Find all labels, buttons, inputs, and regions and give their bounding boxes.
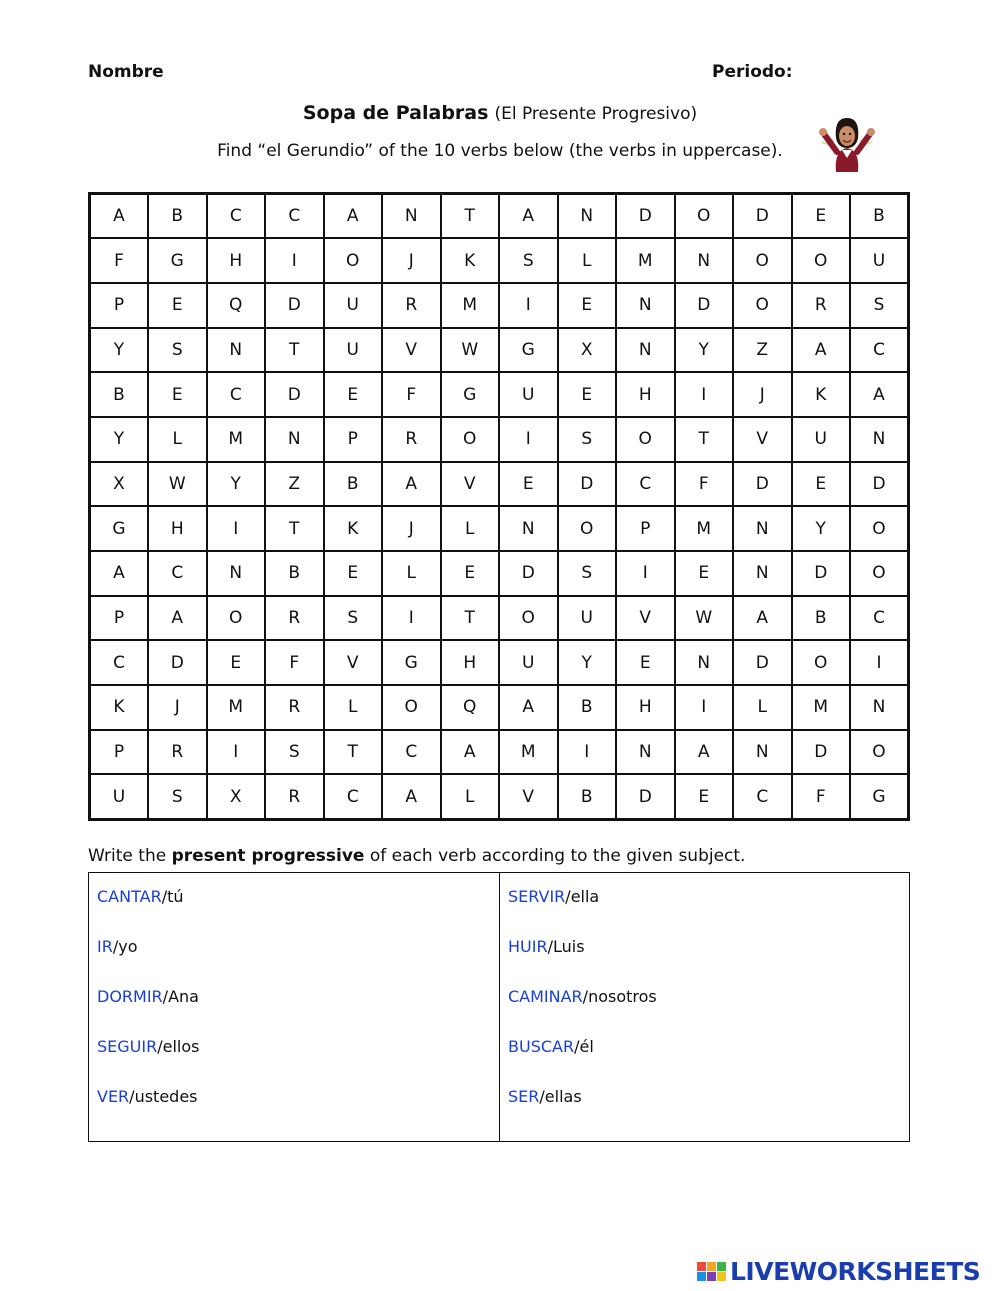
grid-cell[interactable]: D xyxy=(733,462,792,507)
grid-cell[interactable]: Z xyxy=(733,328,792,373)
grid-cell[interactable]: N xyxy=(733,551,792,596)
grid-cell[interactable]: B xyxy=(558,774,617,819)
grid-cell[interactable]: O xyxy=(733,283,792,328)
grid-cell[interactable]: G xyxy=(441,372,500,417)
grid-row xyxy=(90,640,909,685)
name-label: Nombre xyxy=(88,62,164,82)
grid-cell[interactable]: A xyxy=(382,462,441,507)
verb-item xyxy=(508,987,657,1037)
grid-cell[interactable]: E xyxy=(324,551,383,596)
period-label: Periodo: xyxy=(712,62,793,82)
grid-cell[interactable]: D xyxy=(733,640,792,685)
task-suffix: of each verb according to the given subject. xyxy=(364,846,746,866)
grid-row xyxy=(90,328,909,373)
grid-cell[interactable]: W xyxy=(441,328,500,373)
verb-subject: /Luis xyxy=(547,937,585,956)
grid-cell[interactable]: U xyxy=(792,417,851,462)
grid-cell[interactable]: C xyxy=(616,462,675,507)
grid-cell[interactable]: O xyxy=(499,596,558,641)
grid-cell[interactable]: L xyxy=(558,238,617,283)
grid-cell[interactable]: P xyxy=(616,506,675,551)
logo-block xyxy=(697,1272,706,1281)
grid-cell[interactable]: Z xyxy=(265,462,324,507)
grid-cell[interactable]: O xyxy=(850,506,909,551)
grid-cell[interactable]: D xyxy=(616,194,675,239)
grid-cell[interactable]: F xyxy=(90,238,149,283)
grid-cell[interactable]: O xyxy=(850,730,909,775)
verb-item xyxy=(97,887,199,937)
grid-cell[interactable]: E xyxy=(558,372,617,417)
grid-cell[interactable]: O xyxy=(792,238,851,283)
grid-cell[interactable]: A xyxy=(441,730,500,775)
verb-item xyxy=(508,1087,657,1137)
grid-cell[interactable]: D xyxy=(499,551,558,596)
grid-cell[interactable]: O xyxy=(733,238,792,283)
grid-cell[interactable]: L xyxy=(324,685,383,730)
grid-cell[interactable]: V xyxy=(382,328,441,373)
logo-text: LIVEWORKSHEETS xyxy=(730,1256,981,1286)
grid-cell[interactable]: S xyxy=(324,596,383,641)
grid-cell[interactable]: F xyxy=(675,462,734,507)
grid-row xyxy=(90,417,909,462)
grid-cell[interactable]: M xyxy=(675,506,734,551)
grid-cell[interactable]: K xyxy=(324,506,383,551)
verb-subject: /nosotros xyxy=(582,987,657,1006)
grid-cell[interactable]: H xyxy=(148,506,207,551)
grid-cell[interactable]: T xyxy=(441,194,500,239)
grid-cell[interactable]: N xyxy=(675,238,734,283)
grid-cell[interactable]: G xyxy=(90,506,149,551)
grid-cell[interactable]: B xyxy=(850,194,909,239)
grid-cell[interactable]: T xyxy=(265,506,324,551)
grid-cell[interactable]: C xyxy=(207,372,266,417)
grid-cell[interactable]: C xyxy=(382,730,441,775)
grid-cell[interactable]: V xyxy=(324,640,383,685)
grid-cell[interactable]: E xyxy=(792,194,851,239)
grid-cell[interactable]: D xyxy=(265,372,324,417)
grid-row xyxy=(90,283,909,328)
grid-cell[interactable]: N xyxy=(675,640,734,685)
grid-cell[interactable]: O xyxy=(207,596,266,641)
grid-cell[interactable]: I xyxy=(850,640,909,685)
grid-cell[interactable]: D xyxy=(265,283,324,328)
grid-cell[interactable]: Y xyxy=(558,640,617,685)
grid-cell[interactable]: T xyxy=(265,328,324,373)
grid-cell[interactable]: H xyxy=(441,640,500,685)
grid-row xyxy=(90,372,909,417)
grid-cell[interactable]: D xyxy=(675,283,734,328)
grid-cell[interactable]: X xyxy=(207,774,266,819)
grid-row xyxy=(90,596,909,641)
grid-cell[interactable]: R xyxy=(265,685,324,730)
grid-cell[interactable]: I xyxy=(558,730,617,775)
grid-cell[interactable]: X xyxy=(90,462,149,507)
grid-cell[interactable]: N xyxy=(207,551,266,596)
word-search-grid xyxy=(88,192,910,821)
grid-cell[interactable]: N xyxy=(265,417,324,462)
grid-cell[interactable]: N xyxy=(850,685,909,730)
grid-cell[interactable]: L xyxy=(441,506,500,551)
grid-cell[interactable]: B xyxy=(324,462,383,507)
grid-cell[interactable]: L xyxy=(733,685,792,730)
grid-cell[interactable]: U xyxy=(90,774,149,819)
grid-cell[interactable]: C xyxy=(265,194,324,239)
grid-cell[interactable]: U xyxy=(499,372,558,417)
verb-item xyxy=(97,987,199,1037)
verbs-table xyxy=(88,872,910,1142)
grid-cell[interactable]: B xyxy=(148,194,207,239)
grid-cell[interactable]: V xyxy=(499,774,558,819)
grid-cell[interactable]: V xyxy=(616,596,675,641)
grid-cell[interactable]: C xyxy=(207,194,266,239)
grid-cell[interactable]: A xyxy=(90,194,149,239)
grid-row xyxy=(90,506,909,551)
task-instruction xyxy=(88,846,745,866)
verb-infinitive: CANTAR xyxy=(97,887,162,906)
grid-cell[interactable]: S xyxy=(558,551,617,596)
grid-cell[interactable]: V xyxy=(441,462,500,507)
verb-subject: /ella xyxy=(565,887,600,906)
grid-cell[interactable]: P xyxy=(90,596,149,641)
grid-cell[interactable]: W xyxy=(148,462,207,507)
grid-cell[interactable]: M xyxy=(441,283,500,328)
verb-infinitive: CAMINAR xyxy=(508,987,583,1006)
grid-cell[interactable]: O xyxy=(850,551,909,596)
grid-cell[interactable]: E xyxy=(148,283,207,328)
grid-cell[interactable]: A xyxy=(675,730,734,775)
grid-cell[interactable]: O xyxy=(792,640,851,685)
grid-cell[interactable]: N xyxy=(558,194,617,239)
logo-block xyxy=(707,1272,716,1281)
grid-cell[interactable]: S xyxy=(148,328,207,373)
grid-cell[interactable]: E xyxy=(558,283,617,328)
grid-cell[interactable]: O xyxy=(675,194,734,239)
verb-infinitive: IR xyxy=(97,937,113,956)
grid-cell[interactable]: K xyxy=(90,685,149,730)
grid-cell[interactable]: N xyxy=(616,730,675,775)
grid-cell[interactable]: I xyxy=(265,238,324,283)
grid-cell[interactable]: C xyxy=(148,551,207,596)
logo-block xyxy=(717,1262,726,1271)
grid-cell[interactable]: E xyxy=(616,640,675,685)
grid-cell[interactable]: M xyxy=(207,417,266,462)
grid-cell[interactable]: U xyxy=(850,238,909,283)
grid-cell[interactable]: A xyxy=(792,328,851,373)
grid-cell[interactable]: A xyxy=(499,194,558,239)
grid-cell[interactable]: A xyxy=(148,596,207,641)
logo-block xyxy=(717,1272,726,1281)
grid-cell[interactable]: P xyxy=(324,417,383,462)
verb-item xyxy=(508,937,657,987)
verb-item xyxy=(97,937,199,987)
grid-cell[interactable]: Y xyxy=(90,417,149,462)
grid-cell[interactable]: T xyxy=(675,417,734,462)
grid-cell[interactable]: T xyxy=(324,730,383,775)
grid-row xyxy=(90,551,909,596)
grid-cell[interactable]: E xyxy=(441,551,500,596)
grid-cell[interactable]: B xyxy=(265,551,324,596)
grid-cell[interactable]: C xyxy=(850,596,909,641)
grid-cell[interactable]: D xyxy=(733,194,792,239)
grid-cell[interactable]: O xyxy=(441,417,500,462)
grid-cell[interactable]: C xyxy=(324,774,383,819)
grid-cell[interactable]: N xyxy=(733,730,792,775)
grid-cell[interactable]: I xyxy=(499,283,558,328)
grid-cell[interactable]: G xyxy=(499,328,558,373)
grid-cell[interactable]: D xyxy=(558,462,617,507)
grid-cell[interactable]: G xyxy=(850,774,909,819)
verb-subject: /ellos xyxy=(157,1037,200,1056)
grid-cell[interactable]: R xyxy=(382,283,441,328)
grid-cell[interactable]: I xyxy=(499,417,558,462)
grid-cell[interactable]: N xyxy=(850,417,909,462)
verb-infinitive: HUIR xyxy=(508,937,548,956)
grid-cell[interactable]: S xyxy=(499,238,558,283)
grid-cell[interactable]: I xyxy=(616,551,675,596)
grid-cell[interactable]: S xyxy=(148,774,207,819)
grid-cell[interactable]: C xyxy=(850,328,909,373)
grid-cell[interactable]: D xyxy=(616,774,675,819)
grid-cell[interactable]: T xyxy=(441,596,500,641)
verb-subject: /tú xyxy=(161,887,184,906)
grid-cell[interactable]: N xyxy=(733,506,792,551)
grid-cell[interactable]: G xyxy=(148,238,207,283)
grid-cell[interactable]: R xyxy=(265,596,324,641)
verbs-left-column xyxy=(97,887,199,1137)
grid-cell[interactable]: L xyxy=(148,417,207,462)
grid-cell[interactable]: R xyxy=(792,283,851,328)
grid-cell[interactable]: M xyxy=(616,238,675,283)
grid-row xyxy=(90,462,909,507)
title-main: Sopa de Palabras xyxy=(302,102,489,124)
verb-subject: /Ana xyxy=(162,987,199,1006)
grid-cell[interactable]: H xyxy=(616,372,675,417)
verbs-right-column xyxy=(508,887,657,1137)
grid-row xyxy=(90,194,909,239)
logo-block xyxy=(697,1262,706,1271)
grid-cell[interactable]: E xyxy=(148,372,207,417)
grid-cell[interactable]: J xyxy=(148,685,207,730)
grid-cell[interactable]: C xyxy=(90,640,149,685)
verb-item xyxy=(97,1087,199,1137)
grid-cell[interactable]: U xyxy=(558,596,617,641)
verb-subject: /yo xyxy=(112,937,138,956)
grid-cell[interactable]: O xyxy=(558,506,617,551)
grid-cell[interactable]: A xyxy=(382,774,441,819)
grid-cell[interactable]: J xyxy=(382,506,441,551)
grid-cell[interactable]: Q xyxy=(207,283,266,328)
verb-infinitive: SEGUIR xyxy=(97,1037,158,1056)
grid-cell[interactable]: O xyxy=(382,685,441,730)
task-prefix: Write the xyxy=(88,846,172,866)
grid-cell[interactable]: I xyxy=(382,596,441,641)
grid-cell[interactable]: Y xyxy=(90,328,149,373)
grid-cell[interactable]: H xyxy=(616,685,675,730)
grid-cell[interactable]: N xyxy=(616,283,675,328)
grid-cell[interactable]: I xyxy=(675,372,734,417)
task-bold: present progressive xyxy=(171,846,365,866)
verb-item xyxy=(508,887,657,937)
verb-subject: /él xyxy=(574,1037,594,1056)
grid-cell[interactable]: L xyxy=(382,551,441,596)
grid-cell[interactable]: M xyxy=(499,730,558,775)
grid-cell[interactable]: D xyxy=(792,730,851,775)
grid-cell[interactable]: O xyxy=(324,238,383,283)
verb-infinitive: DORMIR xyxy=(97,987,163,1006)
grid-cell[interactable]: R xyxy=(382,417,441,462)
grid-cell[interactable]: A xyxy=(499,685,558,730)
grid-cell[interactable]: E xyxy=(499,462,558,507)
grid-cell[interactable]: Y xyxy=(675,328,734,373)
grid-cell[interactable]: F xyxy=(382,372,441,417)
grid-cell[interactable]: N xyxy=(499,506,558,551)
grid-cell[interactable]: B xyxy=(792,596,851,641)
grid-cell[interactable]: S xyxy=(265,730,324,775)
column-divider xyxy=(499,873,500,1141)
grid-cell[interactable]: K xyxy=(792,372,851,417)
grid-cell[interactable]: Y xyxy=(792,506,851,551)
grid-cell[interactable]: L xyxy=(441,774,500,819)
grid-cell[interactable]: E xyxy=(675,551,734,596)
grid-cell[interactable]: E xyxy=(675,774,734,819)
grid-cell[interactable]: K xyxy=(441,238,500,283)
verb-subject: /ellas xyxy=(539,1087,582,1106)
grid-row xyxy=(90,685,909,730)
instructions: Find “el Gerundio” of the 10 verbs below (the verbs in uppercase). xyxy=(217,141,783,161)
grid-cell[interactable]: A xyxy=(850,372,909,417)
grid-cell[interactable]: B xyxy=(90,372,149,417)
grid-row xyxy=(90,730,909,775)
grid-cell[interactable]: I xyxy=(675,685,734,730)
grid-cell[interactable]: I xyxy=(207,506,266,551)
grid-cell[interactable]: O xyxy=(616,417,675,462)
grid-cell[interactable]: I xyxy=(207,730,266,775)
grid-cell[interactable]: R xyxy=(265,774,324,819)
grid-cell[interactable]: D xyxy=(148,640,207,685)
grid-cell[interactable]: M xyxy=(207,685,266,730)
grid-cell[interactable]: P xyxy=(90,730,149,775)
title-subtitle: (El Presente Progresivo) xyxy=(494,104,698,124)
grid-cell[interactable]: B xyxy=(558,685,617,730)
verb-infinitive: VER xyxy=(97,1087,130,1106)
grid-cell[interactable]: F xyxy=(265,640,324,685)
grid-cell[interactable]: D xyxy=(792,551,851,596)
teacher-avatar-image xyxy=(812,112,882,174)
grid-cell[interactable]: U xyxy=(324,328,383,373)
verb-infinitive: SER xyxy=(508,1087,540,1106)
grid-row xyxy=(90,774,909,819)
logo-block xyxy=(707,1262,716,1271)
grid-cell[interactable]: D xyxy=(850,462,909,507)
grid-cell[interactable]: U xyxy=(324,283,383,328)
grid-cell[interactable]: V xyxy=(733,417,792,462)
liveworksheets-logo xyxy=(697,1256,980,1286)
grid-cell[interactable]: R xyxy=(148,730,207,775)
grid-cell[interactable]: M xyxy=(792,685,851,730)
grid-cell[interactable]: N xyxy=(207,328,266,373)
grid-cell[interactable]: A xyxy=(324,194,383,239)
verb-item xyxy=(97,1037,199,1087)
grid-cell[interactable]: Y xyxy=(207,462,266,507)
grid-cell[interactable]: N xyxy=(616,328,675,373)
grid-cell[interactable]: W xyxy=(675,596,734,641)
grid-cell[interactable]: H xyxy=(207,238,266,283)
grid-cell[interactable]: E xyxy=(792,462,851,507)
grid-cell[interactable]: P xyxy=(90,283,149,328)
grid-cell[interactable]: E xyxy=(207,640,266,685)
grid-cell[interactable]: G xyxy=(382,640,441,685)
grid-cell[interactable]: A xyxy=(90,551,149,596)
grid-cell[interactable]: N xyxy=(382,194,441,239)
verb-infinitive: SERVIR xyxy=(508,887,566,906)
verb-subject: /ustedes xyxy=(129,1087,198,1106)
grid-cell[interactable]: A xyxy=(733,596,792,641)
verb-item xyxy=(508,1037,657,1087)
grid-cell[interactable]: S xyxy=(558,417,617,462)
grid-cell[interactable]: C xyxy=(733,774,792,819)
grid-cell[interactable]: X xyxy=(558,328,617,373)
grid-cell[interactable]: S xyxy=(850,283,909,328)
grid-cell[interactable]: E xyxy=(324,372,383,417)
grid-cell[interactable]: J xyxy=(733,372,792,417)
grid-cell[interactable]: U xyxy=(499,640,558,685)
logo-blocks-icon xyxy=(697,1262,726,1281)
grid-cell[interactable]: Q xyxy=(441,685,500,730)
grid-row xyxy=(90,238,909,283)
grid-cell[interactable]: F xyxy=(792,774,851,819)
verb-infinitive: BUSCAR xyxy=(508,1037,575,1056)
grid-cell[interactable]: J xyxy=(382,238,441,283)
